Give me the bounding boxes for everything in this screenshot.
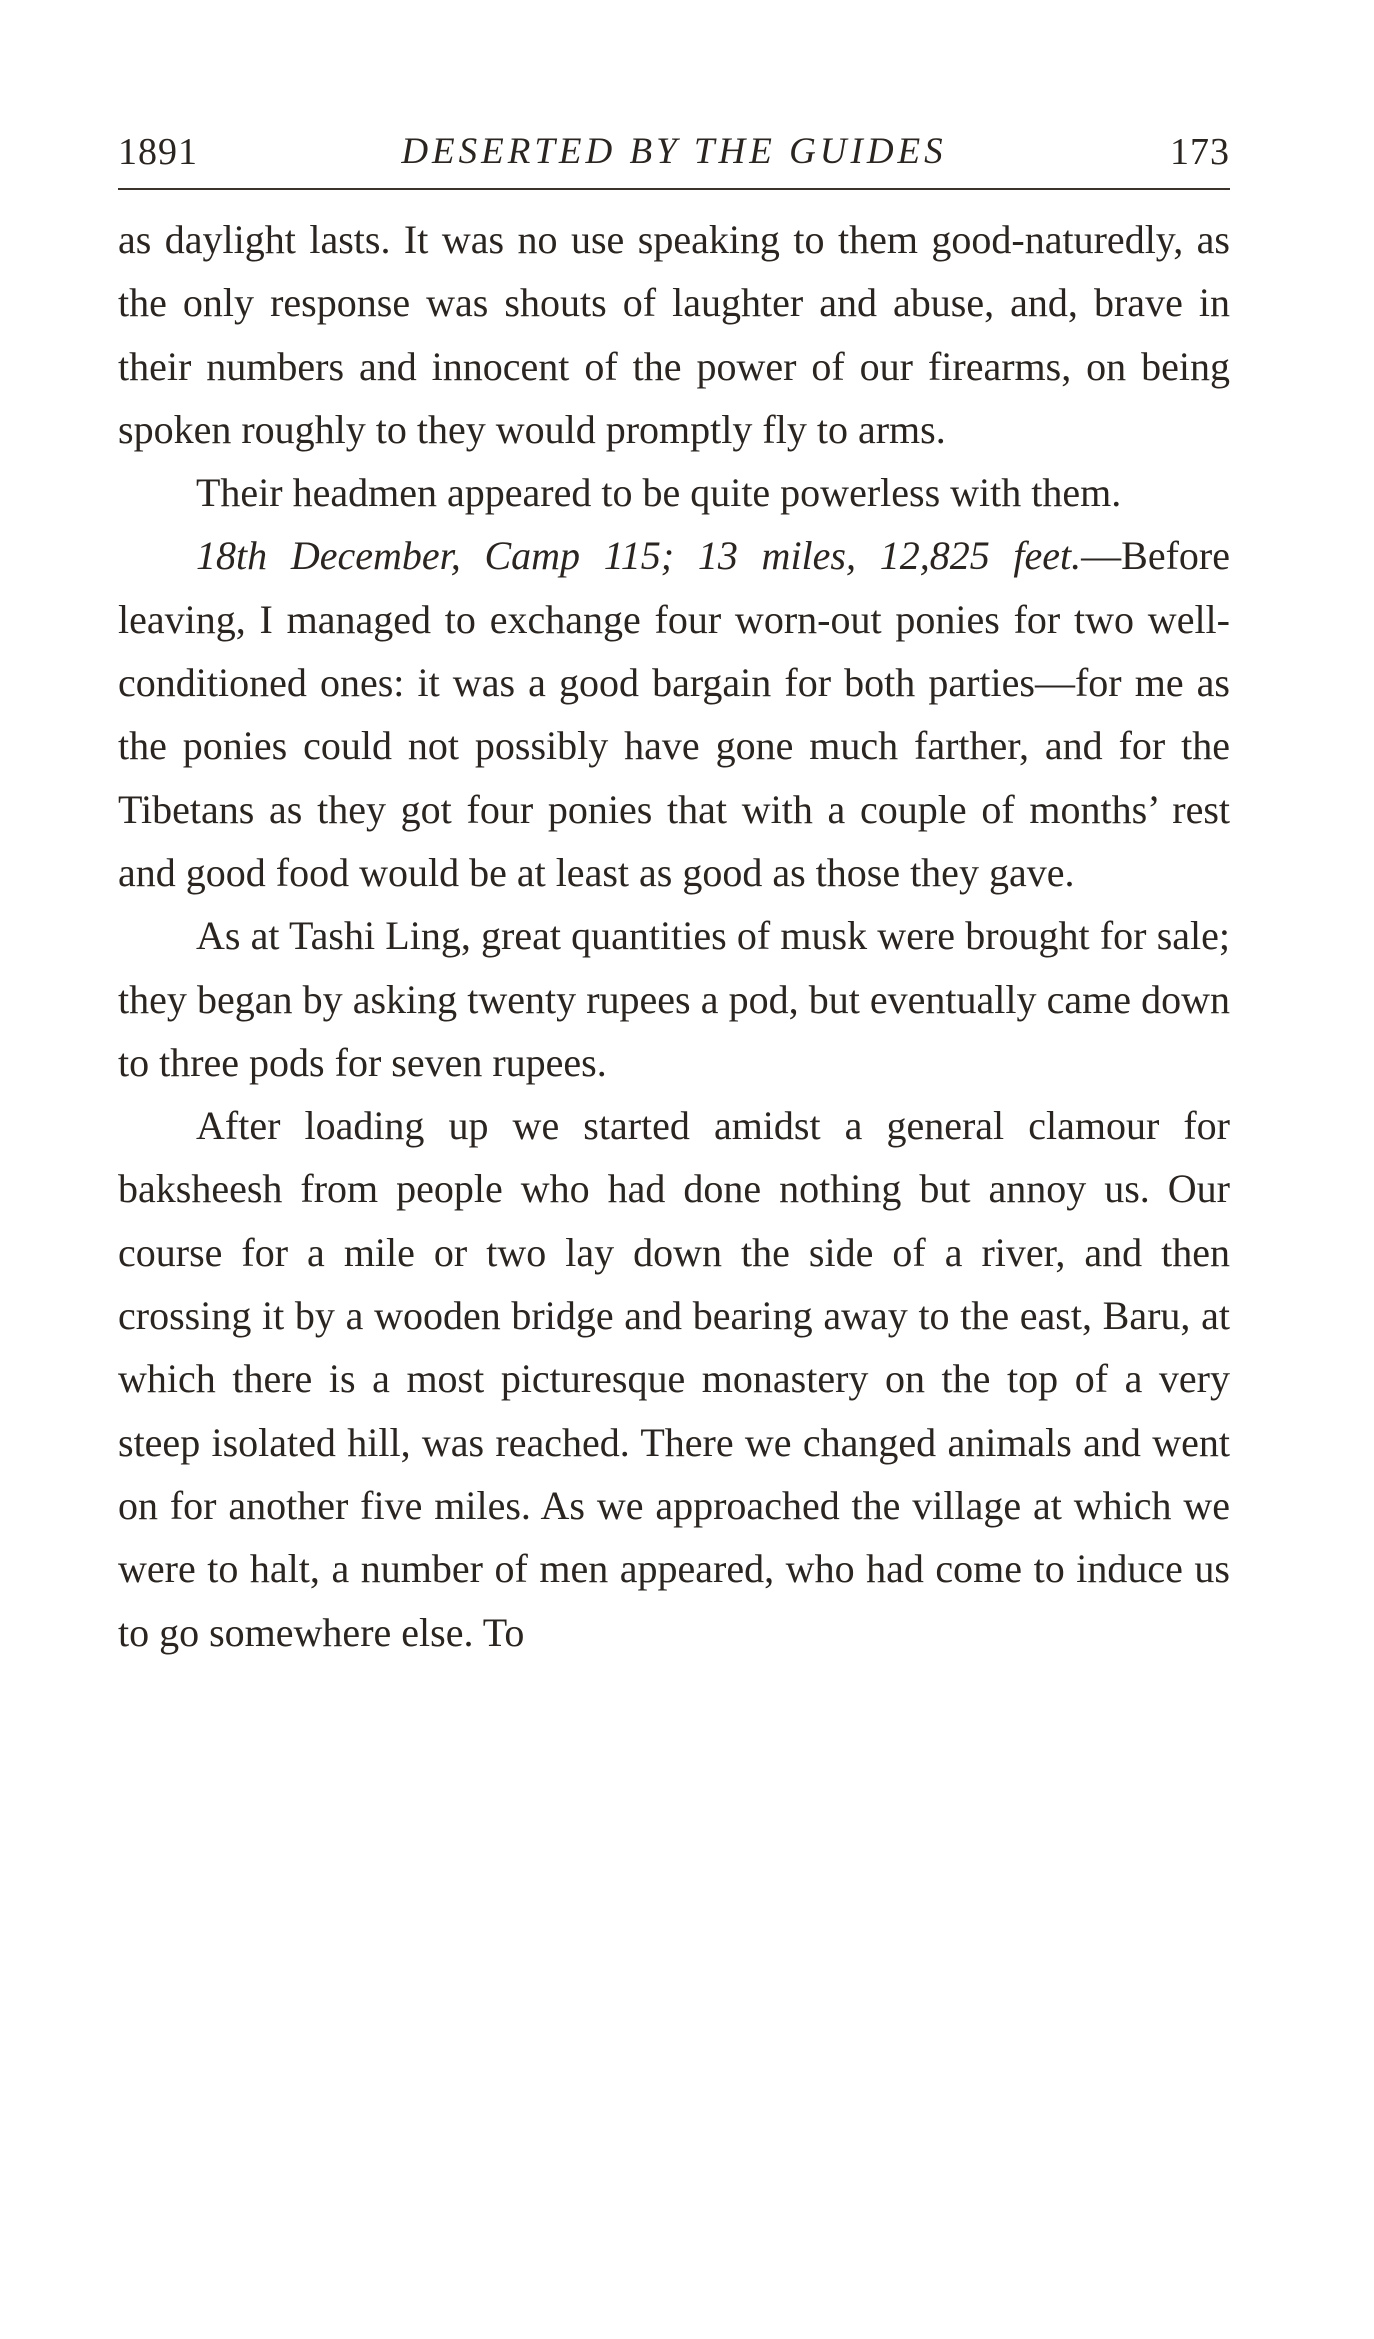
paragraph-musk: As at Tashi Ling, great quantities of musk were brought for sale; they began by asking twenty rupees a pod, but eventually came down to three pods for seven rupees. [118, 913, 1230, 1085]
diary-dateline: 18th December, Camp 115; 13 miles, 12,825 feet. [196, 533, 1082, 579]
paragraph-journey: After loading up we started amidst a general clamour for baksheesh from people who had done nothing but annoy us. Our course for a mile or two lay down the side of a river, and then crossing it by a wooden bridge and bearing away to the east, Baru, at which there is a most picturesque monastery on the top of a very steep isolated hill, was reached. There we changed animals and went on for another five miles. As we approached the village at which we were to halt, a number of men appeared, who had come to induce us to go somewhere else. To [118, 1103, 1230, 1655]
paragraph-continued: as daylight lasts. It was no use speaking to them good-naturedly, as the only response was shouts of laughter and abuse, and, brave in their numbers and innocent of the power of our firearms, on being spoken roughly to they would promptly fly to arms. [118, 217, 1230, 452]
running-head-year: 1891 [118, 131, 198, 173]
diary-entry-text: —Before leaving, I managed to exchange four worn-out ponies for two well-conditioned ones: it was a good bargain for both parties—for me as the ponies could not possibly have gone much farther, and for the Tibetans as they got four ponies that with a couple of months’ rest and good food would be at least as good as those they gave. [118, 533, 1230, 895]
paragraph-headmen: Their headmen appeared to be quite powerless with them. [196, 470, 1122, 516]
diary-entry-paragraph [118, 524, 1230, 904]
header-rule [118, 188, 1230, 190]
running-head-title: DESERTED BY THE GUIDES [401, 131, 947, 172]
running-head [118, 122, 1230, 182]
body-text [118, 208, 1230, 1664]
page-number: 173 [1170, 131, 1230, 173]
